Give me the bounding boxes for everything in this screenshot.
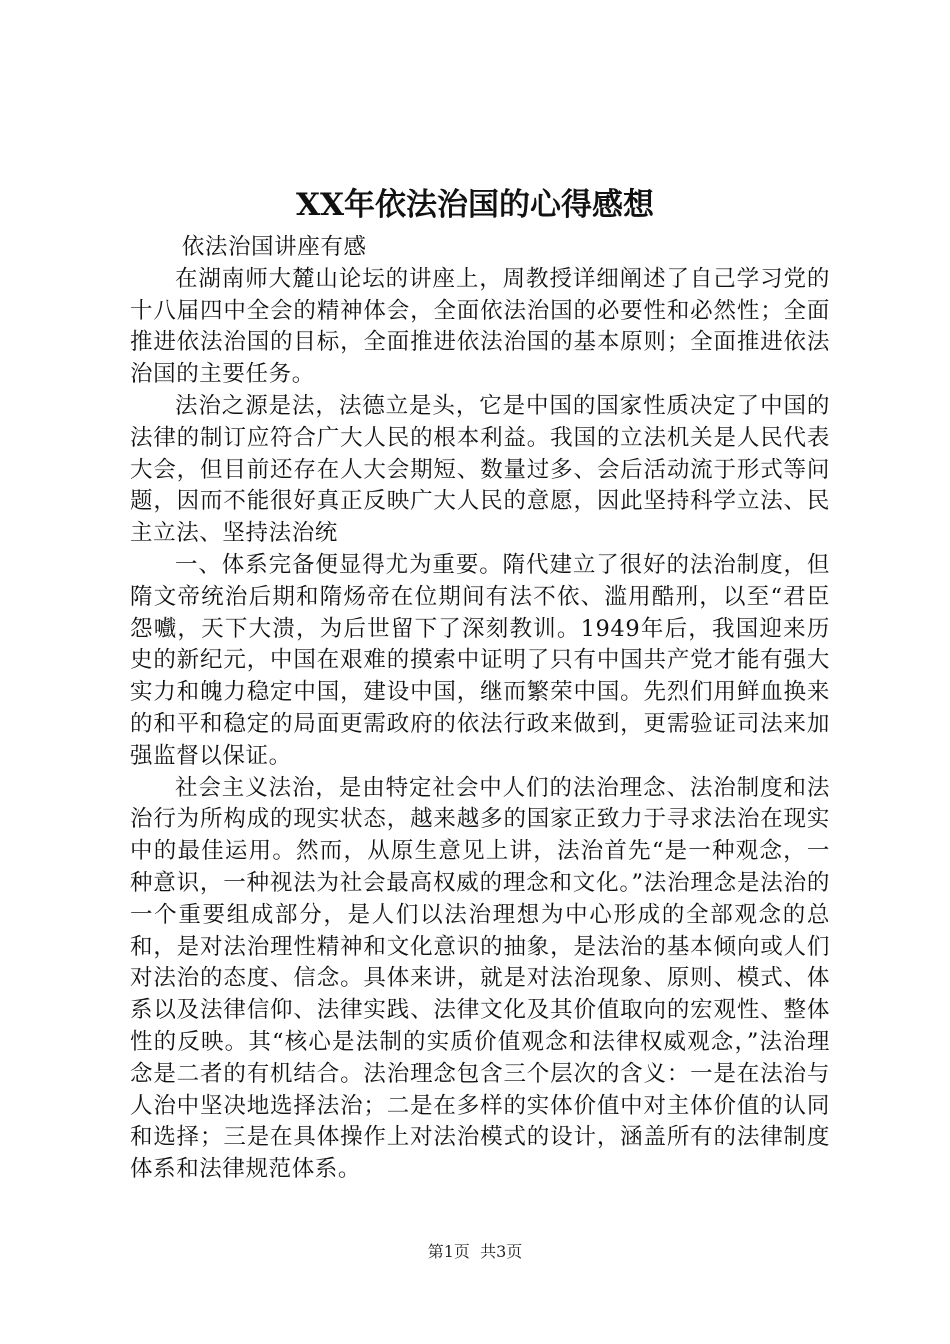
paragraph-subtitle: 依法治国讲座有感 xyxy=(181,234,367,260)
paragraph: 在湖南师大麓山论坛的讲座上，周教授详细阐述了自己学习党的十八届四中全会的精神体会，全面依法治国的必要性和必然性；全面推进依法治国的目标，全面推进依法治国的基本原则；全面推进依法治国的主要任务。 xyxy=(130,265,830,388)
page-number: 第1页 xyxy=(427,1242,470,1261)
paragraph: 一、体系完备便显得尤为重要。隋代建立了很好的法治制度，但隋文帝统治后期和隋炀帝在位期间有法不依、滥用酷刑，以至“君臣怨嚱，天下大溃，为后世留下了深刻教训。1949年后，我国迎来历史的新纪元，中国在艰难的摸索中证明了只有中国共产党才能有强大实力和魄力稳定中国，建设中国，继而繁荣中国。先烈们用鲜血换来的和平和稳定的局面更需政府的依法行政来做到，更需验证司法来加强监督以保证。 xyxy=(130,551,830,769)
page-total: 共3页 xyxy=(480,1242,523,1261)
page-footer xyxy=(0,1240,950,1264)
paragraph: 社会主义法治，是由特定社会中人们的法治理念、法治制度和法治行为所构成的现实状态，越来越多的国家正致力于寻求法治在现实中的最佳运用。然而，从原生意见上讲，法治首先“是一种观念，一种意识，一种视法为社会最高权威的理念和文化。”法治理念是法治的一个重要组成部分，是人们以法治理想为中心形成的全部观念的总和，是对法治理性精神和文化意识的抽象，是法治的基本倾向或人们对法治的态度、信念。具体来讲，就是对法治现象、原则、模式、体系以及法律信仰、法律实践、法律文化及其价值取向的宏观性、整体性的反映。其“核心是法制的实质价值观念和法律权威观念，”法治理念是二者的有机结合。法治理念包含三个层次的含义：一是在法治与人治中坚决地选择法治；二是在多样的实体价值中对主体价值的认同和选择；三是在具体操作上对法治模式的设计，涵盖所有的法律制度体系和法律规范体系。 xyxy=(130,774,830,1183)
paragraph: 法治之源是法，法德立是头，它是中国的国家性质决定了中国的法律的制订应符合广大人民的根本利益。我国的立法机关是人民代表大会，但目前还存在人大会期短、数量过多、会后活动流于形式等问题，因而不能很好真正反映广大人民的意愿，因此坚持科学立法、民主立法、坚持法治统 xyxy=(130,392,830,547)
document-body xyxy=(130,232,830,1186)
document-title: XX年依法治国的心得感想 xyxy=(295,187,655,223)
